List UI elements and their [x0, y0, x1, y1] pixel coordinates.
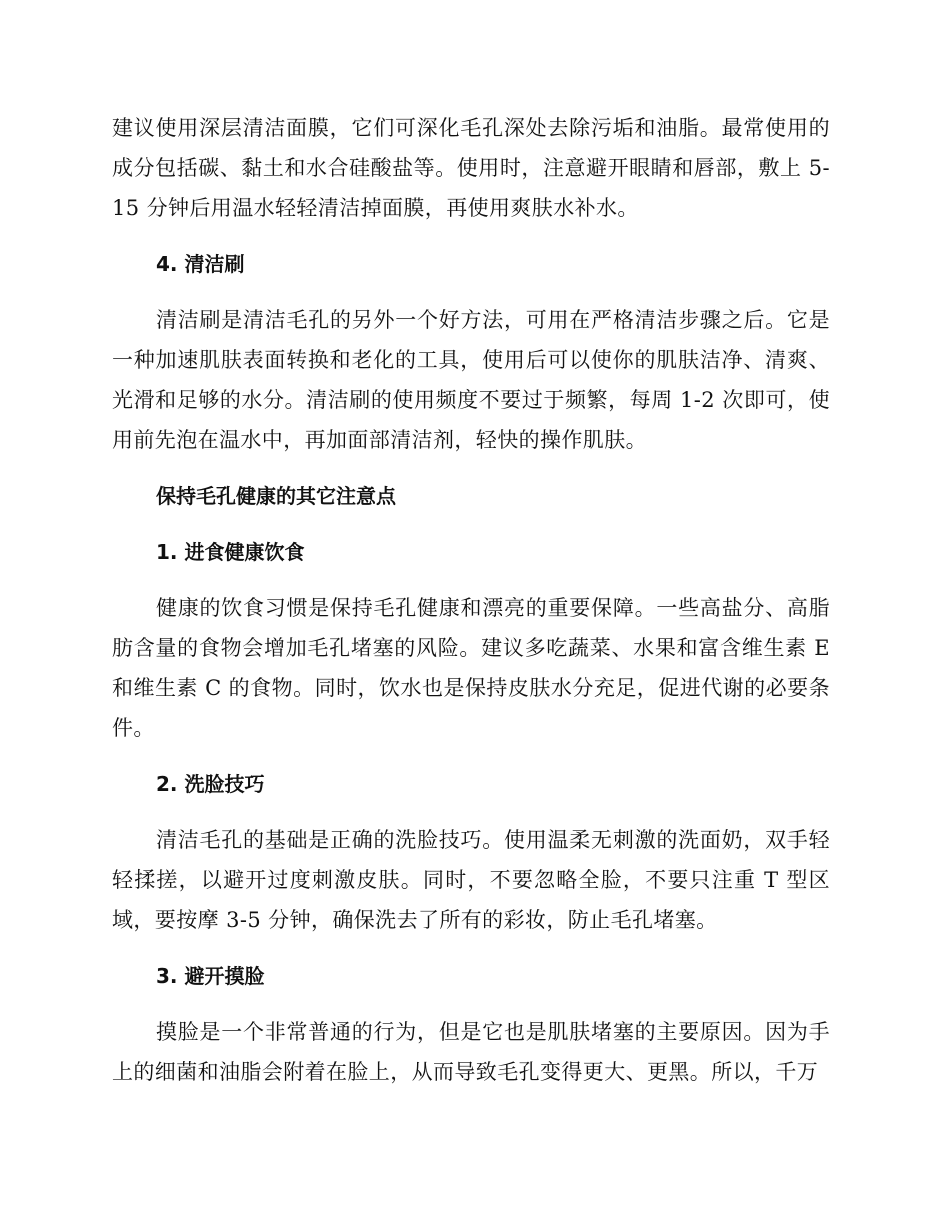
paragraph-mask: 建议使用深层清洁面膜，它们可深化毛孔深处去除污垢和油脂。最常使用的成分包括碳、黏土和水合硅酸盐等。使用时，注意避开眼睛和唇部，敷上 5-15 分钟后用温水轻轻清洁掉面膜，再使用爽肤水补水。	[112, 116, 830, 220]
heading-pore-health-tips: 保持毛孔健康的其它注意点	[156, 484, 396, 508]
heading-cleansing-brush: 4. 清洁刷	[156, 252, 245, 276]
paragraph-avoid-touching-face: 摸脸是一个非常普通的行为，但是它也是肌肤堵塞的主要原因。因为手上的细菌和油脂会附着在脸上，从而导致毛孔变得更大、更黑。所以，千万	[112, 1020, 830, 1084]
paragraph-healthy-diet: 健康的饮食习惯是保持毛孔健康和漂亮的重要保障。一些高盐分、高脂肪含量的食物会增加毛孔堵塞的风险。建议多吃蔬菜、水果和富含维生素 E 和维生素 C 的食物。同时，饮水也是保持皮肤水分充足，促进代谢的必要条件。	[112, 596, 830, 740]
heading-avoid-touching-face: 3. 避开摸脸	[156, 964, 265, 988]
paragraph-cleansing-brush: 清洁刷是清洁毛孔的另外一个好方法，可用在严格清洁步骤之后。它是一种加速肌肤表面转换和老化的工具，使用后可以使你的肌肤洁净、清爽、光滑和足够的水分。清洁刷的使用频度不要过于频繁，每周 1-2 次即可，使用前先泡在温水中，再加面部清洁剂，轻快的操作肌肤。	[112, 308, 830, 452]
heading-healthy-diet: 1. 进食健康饮食	[156, 540, 305, 564]
document-page	[112, 108, 830, 1092]
heading-face-washing: 2. 洗脸技巧	[156, 772, 265, 796]
paragraph-face-washing: 清洁毛孔的基础是正确的洗脸技巧。使用温柔无刺激的洗面奶，双手轻轻揉搓，以避开过度刺激皮肤。同时，不要忽略全脸，不要只注重 T 型区域，要按摩 3-5 分钟，确保洗去了所有的彩妆，防止毛孔堵塞。	[112, 828, 830, 932]
